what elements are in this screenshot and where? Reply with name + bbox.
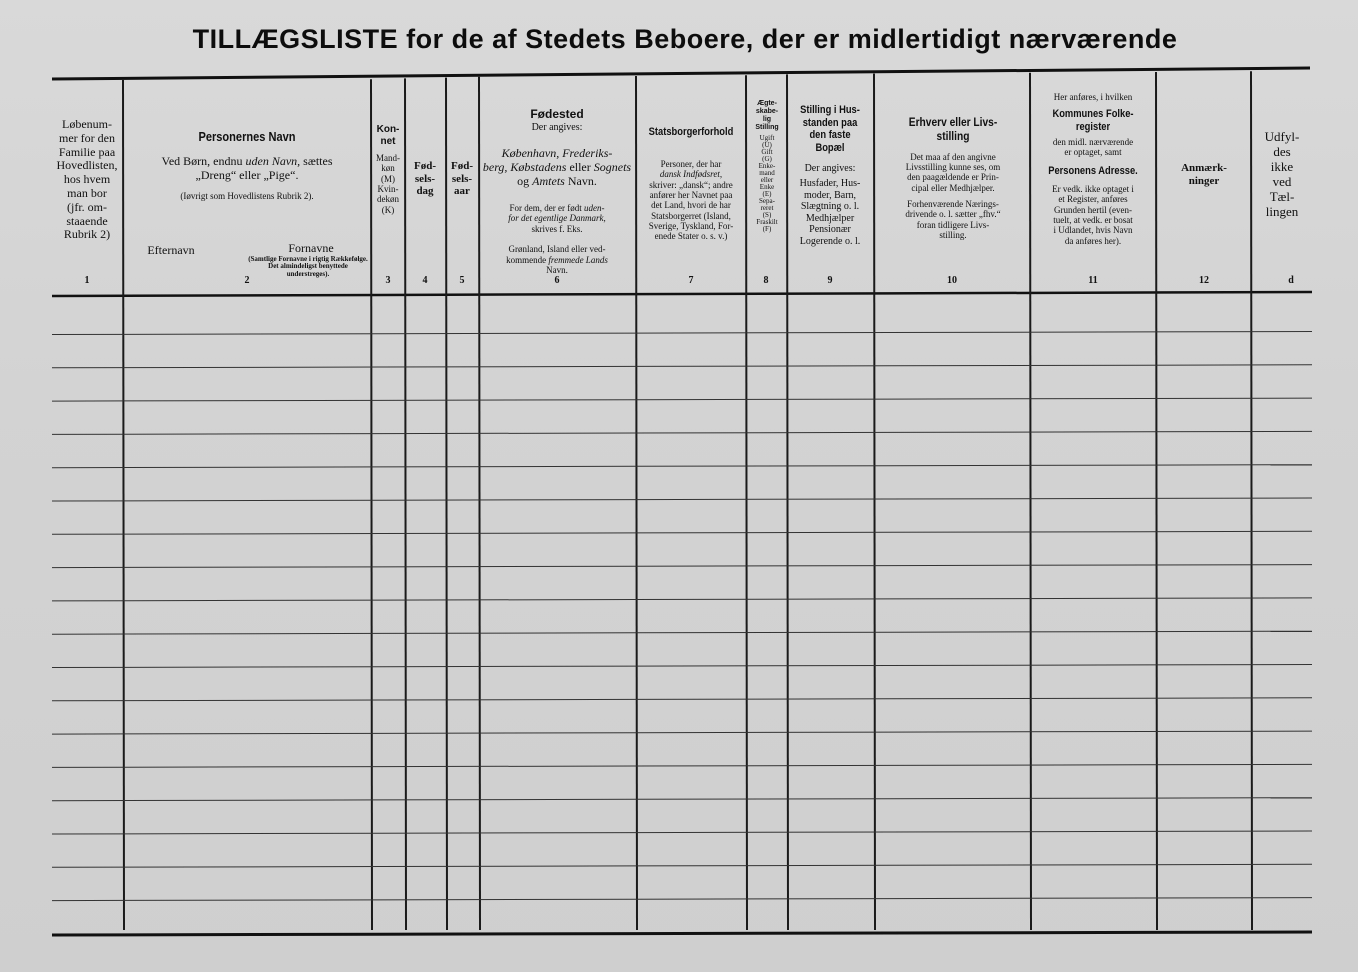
row-rule [52, 764, 1312, 767]
column-divider [446, 78, 447, 930]
form-title: TILLÆGSLISTE for de af Stedets Beboere, der er midlertidigt nærværende [192, 24, 1178, 54]
col-7-text2: skriver: „dansk“; andre anfører her Navnet paa det Land, hvori de har Statsborgerret (Island, Sverige, Tyskland, For- enede Stater o. s. v.) [648, 179, 734, 242]
col-12-number: 12 [1199, 275, 1209, 286]
row-rule [52, 332, 1312, 335]
col-7-header [636, 126, 746, 242]
row-rule [52, 631, 1312, 634]
col-8-title: Ægte- skabe- lig Stilling [755, 100, 779, 132]
col-13-header: Udfyl- des ikke ved Tæl- lingen [1264, 129, 1300, 219]
row-rule [52, 465, 1312, 468]
col-11-text1: den midl. nærværende er optaget, samt [1052, 136, 1134, 157]
row-rule [52, 598, 1312, 601]
column-divider [874, 74, 875, 930]
column-divider [405, 78, 406, 930]
col-10-text2: Forhenværende Nærings- drivende o. l. sætter „fhv.“ foran tidligere Livs- stilling. [905, 198, 1001, 240]
col-9-sub: Der angives: [804, 162, 856, 174]
col-6-rest1: eller [566, 159, 594, 174]
col-6-rest2: og [517, 173, 533, 188]
col-6-italic2: Sognets [593, 159, 632, 174]
row-rule [52, 531, 1312, 534]
col-4-number: 4 [422, 275, 428, 286]
col-2-number: 2 [244, 275, 250, 286]
col-11-top: Her anføres, i hvilken [1053, 92, 1133, 102]
col-2-forenames-note: (Samtlige Fornavne i rigtig Rækkefølge. Det almindeligst benyttede understreges). [248, 255, 368, 278]
col-3-text: Mand- køn (M) Kvin- dekøn (K) [376, 153, 400, 215]
row-rule [52, 731, 1312, 734]
col-6-italic3: Amtets [532, 173, 565, 188]
col-7-text1i: dansk Indfødsret, [659, 169, 723, 180]
col-6-p2a: For dem, der er født [509, 202, 584, 213]
col-2-line1b: uden Navn, [245, 153, 301, 168]
col-2-header [124, 130, 370, 201]
col-2-surname-label: Efternavn [147, 243, 195, 257]
column-divider [123, 80, 124, 930]
col-6-p2b: uden- for det egentlige Danmark, [508, 202, 606, 224]
col-6-p3: Grønland, Island eller ved- kommende [506, 244, 606, 265]
col-2-line3: (Iøvrigt som Hovedlistens Rubrik 2). [180, 190, 314, 201]
row-rule [52, 864, 1312, 867]
row-rule [52, 698, 1312, 701]
col-6-title: Fødested [530, 107, 584, 121]
col-11-head2: Personens Adresse. [1048, 165, 1138, 178]
row-rule [52, 431, 1312, 434]
col-8-text: Ugift (U) Gift (G) Enke- mand eller Enke (E) Sepa- reret (S) Fraskilt (F) [756, 134, 778, 234]
col-6-p3i: fremmede Lands [548, 254, 608, 265]
col-5-number: 5 [459, 275, 465, 286]
col-12-header: Anmærk- ninger [1181, 162, 1227, 187]
col-8-header [747, 100, 787, 233]
col-10-text1: Det maa af den angivne Livsstilling kunne ses, om den paagældende er Prin- cipal eller Medhjælper. [905, 151, 1001, 193]
row-rule [52, 398, 1312, 401]
col-2-line2: „Dreng“ eller „Pige“. [195, 167, 299, 182]
row-rule [52, 498, 1312, 501]
col-13-number: d [1288, 275, 1294, 286]
col-3-header [371, 124, 405, 215]
col-6-number: 6 [554, 275, 560, 286]
col-8-number: 8 [763, 275, 769, 286]
col-6-rest3: Navn. [564, 173, 597, 188]
row-rule [52, 831, 1312, 834]
col-10-header [876, 116, 1030, 240]
col-10-number: 10 [947, 275, 957, 286]
column-divider [1156, 72, 1157, 930]
col-11-title: Kommunes Folke- register [1052, 108, 1134, 133]
col-9-number: 9 [827, 275, 833, 286]
col-1-header: Løbenum- mer for den Familie paa Hovedlisten, hos hvem man bor (jfr. om- staaende Rubrik 2) [56, 117, 118, 242]
col-2-forenames-label: Fornavne [288, 241, 334, 255]
col-6-header [482, 108, 632, 275]
column-divider [479, 77, 480, 930]
col-2-line1c: sættes [300, 153, 333, 168]
col-10-title: Erhverv eller Livs- stilling [908, 115, 998, 143]
column-divider [1030, 73, 1031, 930]
col-6-italic1: København, Frederiks- berg, Købstadens [482, 146, 613, 174]
row-rule [52, 365, 1312, 368]
col-3-number: 3 [385, 275, 391, 286]
col-3-title: Kon- net [376, 124, 400, 147]
col-5-header: Fød- sels- aar [451, 160, 473, 198]
col-1-number: 1 [84, 275, 90, 286]
col-2-line1a: Ved Børn, endnu [161, 153, 246, 168]
row-rule [52, 898, 1312, 901]
col-11-header [1032, 92, 1154, 246]
col-9-title: Stilling i Hus- standen paa den faste Bopæl [800, 104, 860, 154]
col-4-header: Fød- sels- dag [414, 160, 436, 198]
col-7-text1: Personer, der har [660, 158, 722, 169]
col-11-number: 11 [1088, 275, 1098, 286]
col-6-p2c: skrives f. Eks. [531, 223, 583, 234]
row-rule [52, 798, 1312, 801]
row-rule [52, 565, 1312, 568]
col-11-text2: Er vedk. ikke optaget i et Register, anføres Grunden hertil (even- tuelt, at vedk. er bosat i Udlandet, hvis Navn da anføres her). [1052, 183, 1134, 246]
col-9-header [788, 104, 872, 247]
col-7-title: Statsborgerforhold [648, 126, 734, 138]
row-rule [52, 665, 1312, 668]
col-6-p3b: Navn. [546, 264, 568, 275]
col-9-text: Husfader, Hus- moder, Barn, Slægtning o. l. Medhjælper Pensionær Logerende o. l. [799, 178, 861, 247]
col-6-sub: Der angives: [531, 121, 583, 133]
col-2-title: Personernes Navn [198, 129, 296, 144]
col-7-number: 7 [688, 275, 694, 286]
